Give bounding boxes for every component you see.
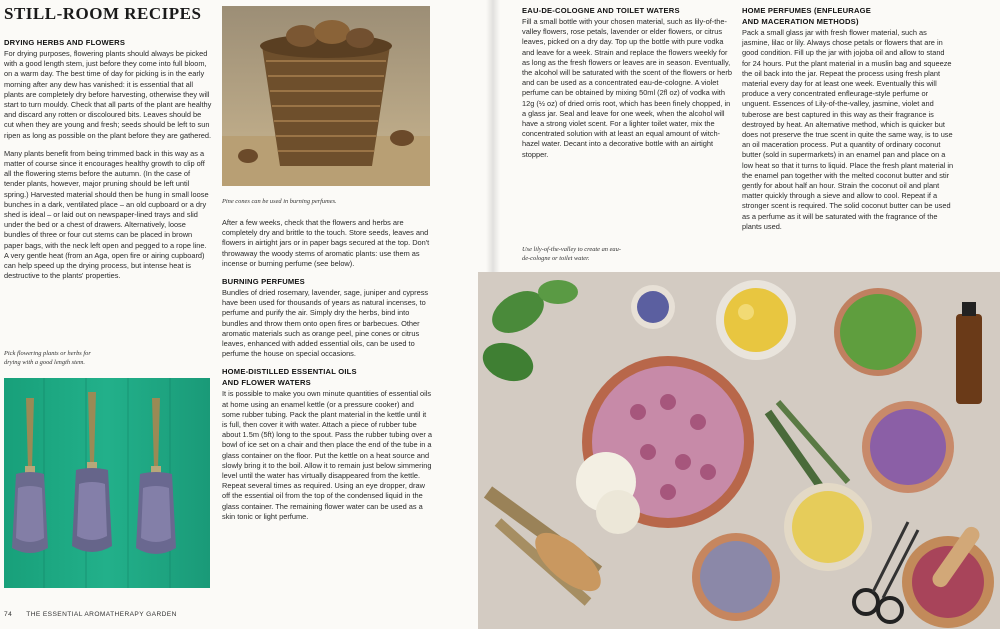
page-footer [4,611,177,618]
heading-home-perfumes-1: HOME PERFUMES (ENFLEURAGE [742,6,872,15]
heading-burning: BURNING PERFUMES [222,277,305,287]
photo-herbal-flat-lay [478,272,1000,629]
column-middle [222,218,432,530]
home-perfumes-paragraph: Pack a small glass jar with fresh flower material, such as jasmine, lilac or lily. Always chose petals or flowers that are in good condition. Fill up the jar with jojoba oil and allow to stand for 24 hours. Put the plant material in a muslin bag and squeeze the oil back into the jar. Repeat the process using fresh plant material every day for at least one week. Eventually this will produce a very concentrated enfleurage-style perfume or unguent. Essences of Lily-of-the-valley, jasmine, violet and tuberose are best captured in this way as their fragrance is destroyed by heat. An alternative method, which is quicker but does not preserve the true scent in quite the same way, is to use an oil maceration process. Put a quantity of ordinary coconut butter (sold in supermarkets) in an enamel pan and place on a low heat so that it turns to liquid. Place the fresh plant material in the enamel pan together with the melted coconut butter and stir gently for about half an hour. Strain the coconut oil and plant matter quickly through a sieve and allow to cool. Repeat if a stronger scent is required. The solid coconut butter can be used as a perfume as it will be saturated with the fragrance of the plants used. [742,28,954,231]
drying-paragraph-3: After a few weeks, check that the flowers and herbs are completely dry and brittle to the touch. Store seeds, leaves and flowers in airtight jars or in paper bags secured at the top. Don't throwaway the woody stems of aromatic plants: use them as incense or burning perfume (see below). [222,218,430,268]
herbal-flat-lay-image [478,272,1000,629]
column-home-perfumes [742,6,954,240]
distilled-paragraph: It is possible to make you own minute quantities of essential oils at home using an enamel kettle (or a pressure cooker) and some rubber tubing. Pack the plant material in the kettle until it is full, then cover it with water. Attach a piece of rubber tube about 1.5m (5ft) long to the spout. Pass the rubber tubing over a bowl of ice set on a chair and then place the end of the tube in a glass container on the floor. Put the kettle on a heat source and slowly bring it to the boil. Allow it to remain just below simmering level until the water has virtually disappeared from the kettle. Repeat several times as required. Using an eye dropper, draw off the essential oil from the top of the condensed liquid in the glass container. The remaining flower water can be used as a skin tonic or light perfume. [222,389,432,521]
caption-lily: Use lily-of-the-valley to create an eau-de-cologne or toilet water. [522,246,621,262]
caption-pine-cones: Pine cones can be used in burning perfumes. [222,198,337,205]
photo-lavender-bundles [4,378,210,588]
heading-distilled-1: HOME-DISTILLED ESSENTIAL OILS [222,367,357,377]
pine-cones-image [222,6,430,186]
drying-paragraph-1: For drying purposes, flowering plants should always be picked with a good length stem, just before they come into full bloom, on a warm day. The best time of day for picking is in the early morning after any dew has vanished: it is essential that all plants are completely dry before harvesting, otherwise they will start to turn mouldy. Check that all parts of the plant are healthy and discard any rotten or discoloured bits. Leaves should be cut when they are young and fresh; seeds should be left to sun ripen as long as possible on the plant before they are gathered. [4,49,212,140]
photo-pine-cones-basket [222,6,430,186]
column-drying [4,38,212,289]
heading-drying: DRYING HERBS AND FLOWERS [4,38,126,47]
cologne-paragraph: Fill a small bottle with your chosen material, such as lily-of-the-valley flowers, rose petals, lavender or elder flowers, or citrus leaves, picked on a dry day. Top up the bottle with pure vodka and leave for a week. Strain and replace the flowers weekly for as long as the fresh flowers or leaves are in season. Eventually, the alcohol will be saturated with the scent of the flowers or herb and can be used as a concentrated eau-de-cologne. A violet perfume can be obtained by mixing 50ml (2fl oz) of vodka with 12g (½ oz) of dried orris root, which has been finely chopped, in a glass jar. Seal and leave for one week, when the alcohol will have a strong violet scent. For a lighter toilet water, mix the concentrated solution with at least an equal amount of witch-hazel water. Decant into a decorative bottle with an airtight stopper. [522,17,732,159]
heading-distilled-2: AND FLOWER WATERS [222,378,311,388]
lavender-bundles-image [4,378,210,588]
caption-herbs: Pick flowering plants or herbs for drying with a good length stem. [4,350,91,366]
page-title: STILL-ROOM RECIPES [4,4,202,23]
book-title: THE ESSENTIAL AROMATHERAPY GARDEN [26,611,177,618]
heading-cologne: EAU-DE-COLOGNE AND TOILET WATERS [522,6,680,15]
drying-paragraph-2: Many plants benefit from being trimmed back in this way as a matter of course since it encourages healthy growth to clip off all the flowering stems before the autumn. (In the case of tender plants, however, major pruning should be left until spring.) Harvested material should then be hung in small loose bunches in a dark, ventilated place – an old cupboard or a dry shed is ideal – or laid out on newspaper-lined trays and slid under the bed or a chest of drawers. Alternatively, loose bundles of three or four cut stems can be placed in brown paper bags, with the neck left open and pegged to a rope line. A very gentle heat (from an Aga, open fire or airing cupboard) can help speed up the drying process, but intense heat is destructive to the plants' properties. [4,148,209,281]
page-number: 74 [4,611,13,618]
burning-paragraph: Bundles of dried rosemary, lavender, sage, juniper and cypress have been used for thousands of years as natural incenses, to perfume and purify the air. Simply dry the herbs, bind into bundles and throw them onto open fires or barbecues. Other aromatic materials such as orange peel, pine cones or citrus leaves, enhanced with added essential oils, can be used to perfume the house on special occasions. [222,288,429,359]
heading-home-perfumes-2: AND MACERATION METHODS) [742,17,859,26]
column-cologne [522,6,732,168]
